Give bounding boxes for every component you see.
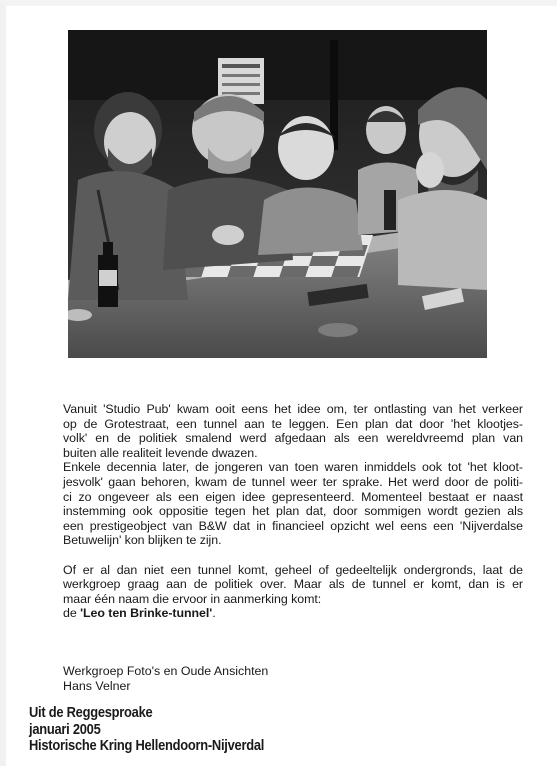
- text-line: werkgroep graag aan de politiek over. Maar als de tunnel er komt, dan is er: [63, 577, 523, 592]
- text-line: Betuwelijn' kon blijken te zijn.: [63, 533, 222, 548]
- signature-block: [63, 664, 268, 694]
- bottle-right: [384, 190, 396, 230]
- source-publication: Uit de Reggesproake: [29, 704, 153, 721]
- text-line: ci zo ongeveer als een eigen idee gepresenteerd. Momenteel bestaat er naast: [63, 489, 523, 504]
- source-date: januari 2005: [29, 720, 101, 738]
- signature-organisation: Werkgroep Foto's en Oude Ansichten: [63, 664, 269, 678]
- photo-illustration: [68, 30, 487, 358]
- article-text: [63, 402, 523, 621]
- text-line: Enkele decennia later, de jongeren van toen waren inmiddels ook tot 'het kloot-: [63, 460, 523, 475]
- text-suffix: .: [212, 606, 216, 621]
- text-line: buiten alle realiteit levende dwazen.: [63, 445, 258, 460]
- text-line-final: [63, 606, 523, 621]
- tunnel-name: 'Leo ten Brinke-tunnel': [80, 606, 213, 621]
- text-line: een prestigeobject van B&W dat in financieel opzicht wel eens een 'Nijverdalse: [63, 518, 523, 533]
- text-line: jesvolk' gaan behoren, kwam de tunnel weer ter sprake. Het werd door de politi-: [63, 474, 523, 489]
- source-credit: [29, 705, 264, 755]
- signature-author: Hans Velner: [63, 679, 131, 693]
- source-organisation: Historische Kring Hellendoorn-Nijverdal: [29, 737, 265, 754]
- ashtray: [318, 323, 358, 337]
- text-line: Vanuit 'Studio Pub' kwam ooit eens het idee om, ter ontlasting van het verkeer: [63, 402, 523, 416]
- text-line: maar één naam die ervoor in aanmerking komt:: [63, 591, 322, 606]
- chess-photo: [68, 30, 487, 358]
- text-line: op de Grotestraat, een tunnel aan te leggen. Een plan dat door 'het klootjes-: [63, 416, 523, 431]
- paragraph-1: [63, 402, 523, 460]
- text-line: Of er al dan niet een tunnel komt, geheel of gedeeltelijk ondergronds, laat de: [63, 562, 523, 577]
- paragraph-2: [63, 460, 523, 548]
- paragraph-3: [63, 563, 523, 621]
- text-prefix: de: [63, 606, 81, 621]
- text-line: volk' en de politiek smalend werd afgedaan als een wereldvreemd plan van: [63, 431, 523, 446]
- text-line: instemming ook oppositie tegen het plan dat, door sommigen wordt gezien als: [63, 504, 523, 519]
